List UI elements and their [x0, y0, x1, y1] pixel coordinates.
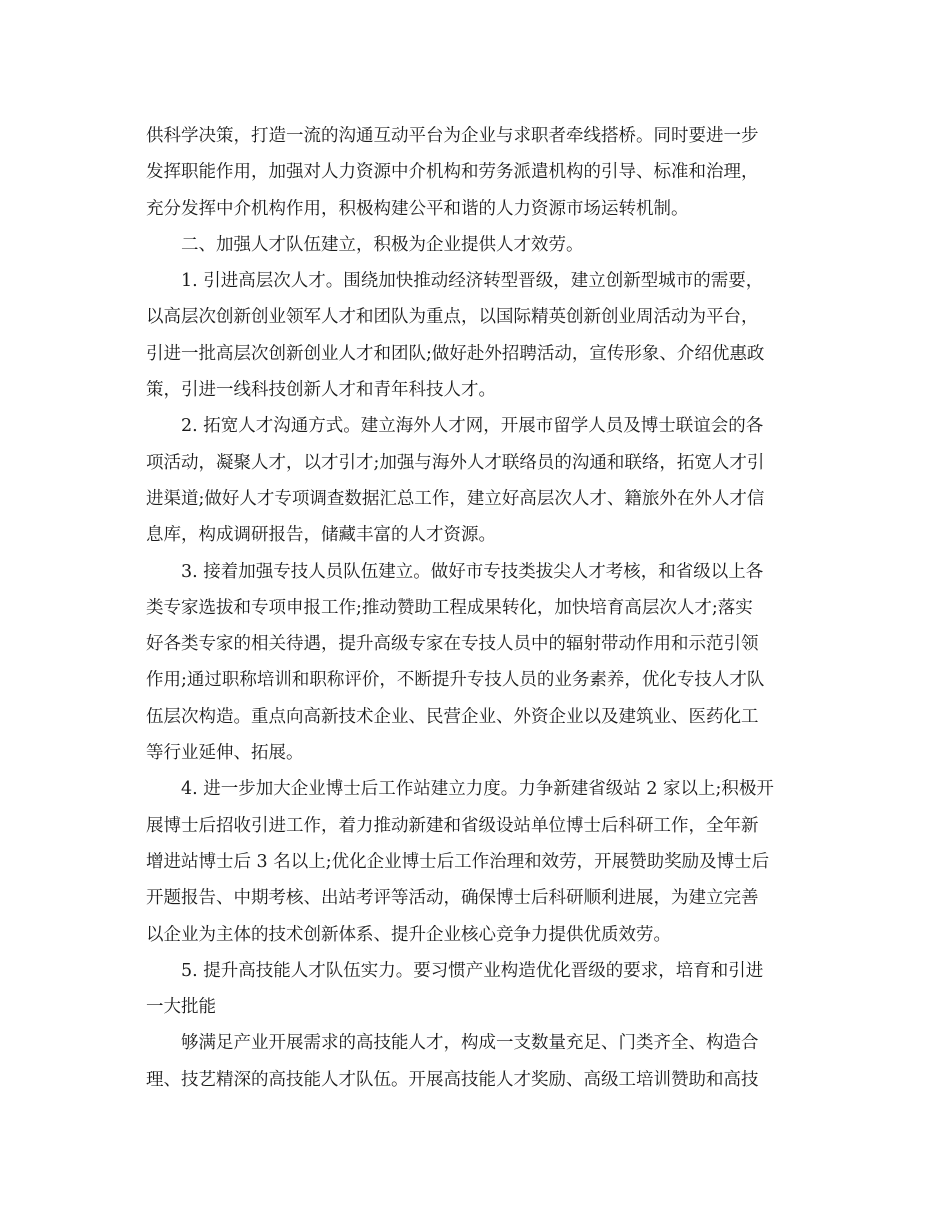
text-line: 息库，构成调研报告，储藏丰富的人才资源。 — [146, 525, 496, 546]
text-line: 供科学决策，打造一流的沟通互动平台为企业与求职者牵线搭桥。同时要进一步 — [146, 126, 759, 146]
paragraph — [146, 771, 806, 952]
text-line: 策，引进一线科技创新人才和青年科技人才。 — [146, 380, 496, 401]
text-line: 3. 接着加强专技人员队伍建立。做好市专技类拔尖人才考核，和省级以上各 — [181, 561, 764, 582]
text-line: 1. 引进高层次人才。围绕加快推动经济转型晋级，建立创新型城市的需要， — [181, 271, 764, 292]
text-line: 增进站博士后 3 名以上;优化企业博士后工作治理和效劳，开展赞助奖励及博士后 — [146, 851, 770, 872]
text-line: 2. 拓宽人才沟通方式。建立海外人才网，开展市留学人员及博士联谊会的各 — [181, 416, 764, 437]
text-line: 引进一批高层次创新创业人才和团队;做好赴外招聘活动，宣传形象、介绍优惠政 — [146, 343, 765, 364]
paragraph — [146, 1025, 806, 1098]
text-line: 充分发挥中介机构作用，积极构建公平和谐的人力资源市场运转机制。 — [146, 198, 689, 219]
text-line: 以高层次创新创业领军人才和团队为重点，以国际精英创新创业周活动为平台， — [146, 307, 759, 328]
text-line: 好各类专家的相关待遇，提升高级专家在专技人员中的辐射带动作用和示范引领 — [146, 634, 759, 655]
text-line: 发挥职能作用，加强对人力资源中介机构和劳务派遣机构的引导、标准和治理， — [146, 162, 759, 183]
text-line: 项活动，凝聚人才，以才引才;加强与海外人才联络员的沟通和联络，拓宽人才引 — [146, 452, 765, 473]
text-line: 进渠道;做好人才专项调查数据汇总工作，建立好高层次人才、籍旅外在外人才信 — [146, 488, 765, 509]
text-line: 等行业延伸、拓展。 — [146, 743, 304, 764]
section-heading — [146, 227, 806, 263]
heading-line: 二、加强人才队伍建立，积极为企业提供人才效劳。 — [181, 234, 584, 255]
text-line: 开题报告、中期考核、出站考评等活动，确保博士后科研顺利进展，为建立完善 — [146, 888, 759, 909]
paragraph — [146, 408, 806, 553]
text-line: 4. 进一步加大企业博士后工作站建立力度。力争新建省级站 2 家以上;积极开 — [181, 779, 774, 800]
text-line: 作用;通过职称培训和职称评价，不断提升专技人员的业务素养，优化专技人才队 — [146, 670, 765, 691]
text-line: 理、技艺精深的高技能人才队伍。开展高技能人才奖励、高级工培训赞助和高技 — [146, 1069, 759, 1090]
paragraph — [146, 118, 806, 227]
paragraph — [146, 263, 806, 408]
text-line: 类专家选拔和专项申报工作;推动赞助工程成果转化，加快培育高层次人才;落实 — [146, 597, 753, 618]
text-line: 以企业为主体的技术创新体系、提升企业核心竞争力提供优质效劳。 — [146, 924, 671, 945]
text-line: 展博士后招收引进工作，着力推动新建和省级设站单位博士后科研工作，全年新 — [146, 815, 759, 836]
paragraph — [146, 554, 806, 772]
text-line: 5. 提升高技能人才队伍实力。要习惯产业构造优化晋级的要求，培育和引进 — [181, 960, 764, 981]
text-line: 够满足产业开展需求的高技能人才，构成一支数量充足、门类齐全、构造合 — [181, 1033, 759, 1054]
document-page — [146, 118, 806, 1098]
paragraph — [146, 953, 806, 1026]
text-line: 伍层次构造。重点向高新技术企业、民营企业、外资企业以及建筑业、医药化工 — [146, 706, 759, 727]
text-line: 一大批能 — [146, 997, 216, 1018]
